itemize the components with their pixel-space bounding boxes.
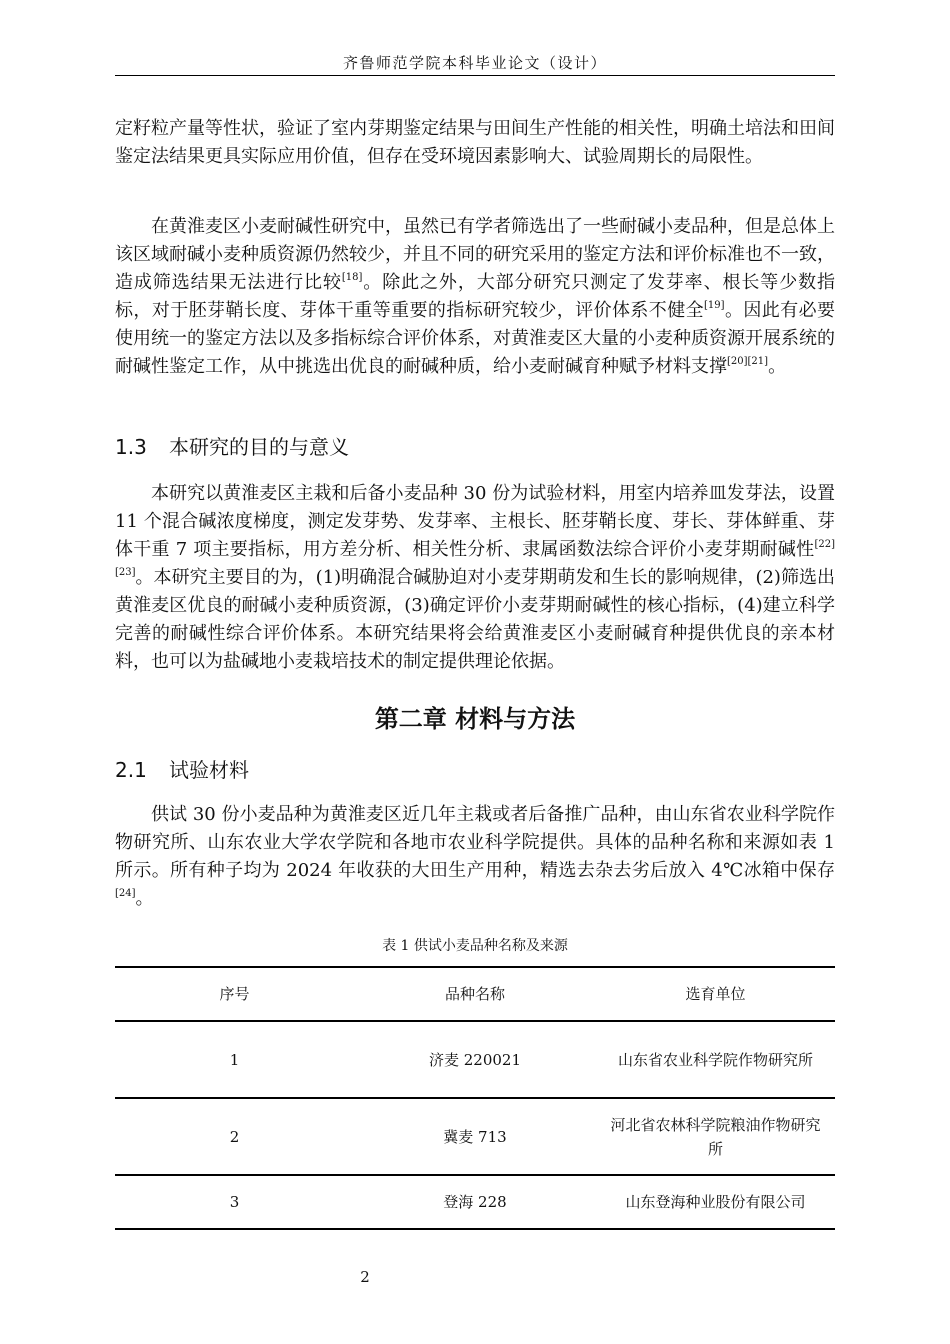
variety-table bbox=[115, 966, 835, 1230]
citation-ref: [24] bbox=[115, 888, 136, 899]
paragraph-research-gap bbox=[115, 213, 835, 381]
citation-ref: [18] bbox=[341, 272, 363, 283]
paragraph-text: 。因此有必要使用统一的鉴定方法以及多指标综合评价体系，对黄淮麦区大量的小麦种质资源开展系统的耐碱性鉴定工作，从中挑选出优良的耐碱种质，给小麦耐碱育种赋予材料支撑 bbox=[115, 300, 836, 377]
table-row bbox=[115, 1175, 835, 1229]
paragraph-text: 在黄淮麦区小麦耐碱性研究中，虽然已有学者筛选出了一些耐碱小麦品种，但是总体上该区域耐碱小麦种质资源仍然较少，并且不同的研究采用的鉴定方法和评价标准也不一致，造成筛选结果无法进行比较 bbox=[115, 216, 835, 293]
chapter-heading: 第二章 材料与方法 bbox=[374, 705, 576, 733]
table-row bbox=[115, 1021, 835, 1098]
table-row bbox=[115, 1098, 835, 1175]
paragraph-materials bbox=[115, 801, 835, 913]
paragraph-text: 。本研究主要目的为，(1)明确混合碱胁迫对小麦芽期萌发和生长的影响规律，(2)筛选出黄淮麦区优良的耐碱小麦种质资源，(3)确定评价小麦芽期耐碱性的核心指标，(4)建立科学完善的耐碱性综合评价体系。本研究结果将会给黄淮麦区小麦耐碱育种提供优良的亲本材料，也可以为盐碱地小麦栽培技术的制定提供理论依据。 bbox=[115, 567, 835, 672]
section-heading-2-1 bbox=[115, 756, 835, 784]
citation-ref: [20][21] bbox=[727, 356, 769, 367]
section-number: 2.1 bbox=[115, 758, 147, 782]
paragraph-text: 。 bbox=[768, 356, 787, 377]
cell-variety: 济麦 220021 bbox=[354, 1021, 596, 1098]
cell-index: 3 bbox=[115, 1175, 354, 1229]
table-caption: 表 1 供试小麦品种名称及来源 bbox=[382, 938, 568, 954]
cell-index: 1 bbox=[115, 1021, 354, 1098]
header-cell-index: 序号 bbox=[115, 967, 354, 1021]
citation-ref: [22][23] bbox=[115, 539, 835, 578]
table-header-row bbox=[115, 967, 835, 1021]
page-number: 2 bbox=[360, 1268, 370, 1286]
section-heading-1-3 bbox=[115, 433, 835, 461]
section-number: 1.3 bbox=[115, 435, 147, 459]
paragraph-continued: 定籽粒产量等性状，验证了室内芽期鉴定结果与田间生产性能的相关性，明确土培法和田间鉴定法结果更具实际应用价值，但存在受环境因素影响大、试验周期长的局限性。 bbox=[115, 118, 835, 167]
cell-breeder: 山东省农业科学院作物研究所 bbox=[596, 1021, 835, 1098]
cell-breeder: 山东登海种业股份有限公司 bbox=[596, 1175, 835, 1229]
header-cell-breeder: 选育单位 bbox=[596, 967, 835, 1021]
section-title: 本研究的目的与意义 bbox=[169, 435, 349, 459]
cell-variety: 冀麦 713 bbox=[354, 1098, 596, 1175]
paragraph-text: 。 bbox=[135, 888, 154, 909]
cell-breeder: 河北省农林科学院粮油作物研究所 bbox=[596, 1098, 835, 1175]
paragraph-text: 本研究以黄淮麦区主栽和后备小麦品种 30 份为试验材料，用室内培养皿发芽法，设置 11 个混合碱浓度梯度，测定发芽势、发芽率、主根长、胚芽鞘长度、芽长、芽体鲜重、芽体干重 7 项主要指标，用方差分析、相关性分析、隶属函数法综合评价小麦芽期耐碱性 bbox=[115, 483, 835, 560]
citation-ref: [19] bbox=[704, 300, 725, 311]
cell-variety: 登海 228 bbox=[354, 1175, 596, 1229]
paragraph-text: 。除此之外，大部分研究只测定了发芽率、根长等少数指标，对于胚芽鞘长度、芽体干重等重要的指标研究较少，评价体系不健全 bbox=[115, 272, 836, 321]
cell-index: 2 bbox=[115, 1098, 354, 1175]
running-header: 齐鲁师范学院本科毕业论文（设计） bbox=[342, 54, 607, 72]
header-cell-variety: 品种名称 bbox=[354, 967, 596, 1021]
section-title: 试验材料 bbox=[169, 758, 249, 782]
header-rule bbox=[115, 75, 835, 76]
paragraph-text: 供试 30 份小麦品种为黄淮麦区近几年主栽或者后备推广品种，由山东省农业科学院作物研究所、山东农业大学农学院和各地市农业科学院提供。具体的品种名称和来源如表 1 所示。所有种子均为 2024 年收获的大田生产用种，精选去杂去劣后放入 4℃冰箱中保存 bbox=[115, 804, 836, 881]
paragraph-objectives bbox=[115, 480, 835, 676]
